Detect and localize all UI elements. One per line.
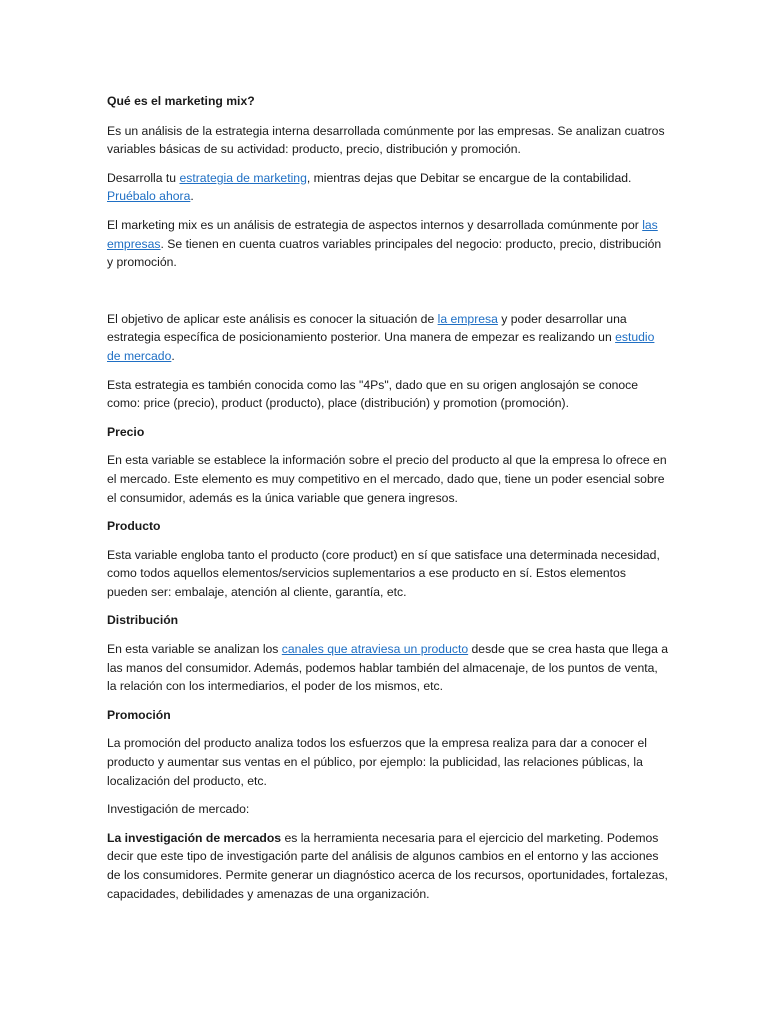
objective-text-after: . bbox=[171, 348, 175, 363]
section-text-distribucion bbox=[107, 640, 668, 696]
section-heading-producto: Producto bbox=[107, 519, 161, 534]
promo-text-mid: , mientras dejas que Debitar se encargue de la contabilidad. bbox=[306, 170, 632, 185]
definition-text-before: El marketing mix es un análisis de estrategia de aspectos internos y desarrollada comúnmente por bbox=[107, 217, 643, 232]
section-heading-investigacion: Investigación de mercado: bbox=[107, 802, 250, 817]
investigacion-bold-start: La investigación de mercados bbox=[107, 830, 282, 845]
investigacion-text: es la herramienta necesaria para el ejercicio del marketing. Podemos decir que este tipo de investigación parte del análisis de algunos cambios en el entorno y las acciones de los consumidores. Permite generar un diagnóstico acerca de los recursos, oportunidades, fortalezas, capacidades, debilidades y amenazas de una organización. bbox=[107, 830, 668, 901]
distribucion-text-after: desde que se crea hasta que llega a las manos del consumidor. Además, podemos hablar también del almacenaje, de los puntos de venta, la relación con los intermediarios, el poder de los mismos, etc. bbox=[107, 642, 669, 694]
promo-text-after: . bbox=[190, 189, 194, 204]
definition-paragraph bbox=[107, 216, 668, 272]
market-study-link[interactable]: estudio de mercado bbox=[107, 330, 655, 363]
section-text-producto: Esta variable engloba tanto el producto (core product) en sí que satisface una determinada necesidad, como todos aquellos elementos/servicios suplementarios a ese producto en sí. Estos elementos pueden ser: embalaje, atención al cliente, garantía, etc. bbox=[107, 547, 660, 599]
section-text-precio: En esta variable se establece la información sobre el precio del producto al que la empresa lo ofrece en el mercado. Este elemento es muy competitivo en el mercado, dado que, tiene un poder esencial sobre el consumidor, además es la única variable que genera ingresos. bbox=[107, 453, 667, 505]
section-heading-promocion: Promoción bbox=[107, 707, 171, 722]
section-heading-precio: Precio bbox=[107, 424, 145, 439]
promo-text-before: Desarrolla tu bbox=[107, 170, 180, 185]
document-title: Qué es el marketing mix? bbox=[107, 94, 255, 108]
promo-paragraph bbox=[107, 169, 668, 206]
company-link[interactable]: la empresa bbox=[437, 311, 498, 326]
objective-paragraph bbox=[107, 310, 668, 366]
definition-text-after: . Se tienen en cuenta cuatros variables principales del negocio: producto, precio, distribución y promoción. bbox=[107, 236, 662, 270]
four-ps-paragraph: Esta estrategia es también conocida como las "4Ps", dado que en su origen anglosajón se conoce como: price (precio), product (producto), place (distribución) y promotion (promoción). bbox=[107, 377, 639, 411]
distribucion-text-before: En esta variable se analizan los bbox=[107, 642, 282, 657]
section-heading-distribucion: Distribución bbox=[107, 613, 179, 628]
marketing-strategy-link[interactable]: estrategia de marketing bbox=[179, 170, 307, 185]
intro-paragraph: Es un análisis de la estrategia interna desarrollada comúnmente por las empresas. Se analizan cuatros variables básicas de su actividad: producto, precio, distribución y promoción. bbox=[107, 123, 665, 157]
section-text-promocion: La promoción del producto analiza todos los esfuerzos que la empresa realiza para dar a conocer el producto y aumentar sus ventas en el público, por ejemplo: la publicidad, las relaciones públicas, la localización del producto, etc. bbox=[107, 736, 647, 788]
companies-link[interactable]: las empresas bbox=[107, 217, 658, 251]
objective-text-mid: y poder desarrollar una estrategia específica de posicionamiento posterior. Una manera de empezar es realizando un bbox=[107, 311, 627, 345]
product-channels-link[interactable]: canales que atraviesa un producto bbox=[281, 642, 469, 657]
objective-text-before: El objetivo de aplicar este análisis es conocer la situación de bbox=[107, 311, 438, 326]
try-now-link[interactable]: Pruébalo ahora bbox=[107, 189, 191, 204]
section-text-investigacion bbox=[107, 829, 668, 903]
